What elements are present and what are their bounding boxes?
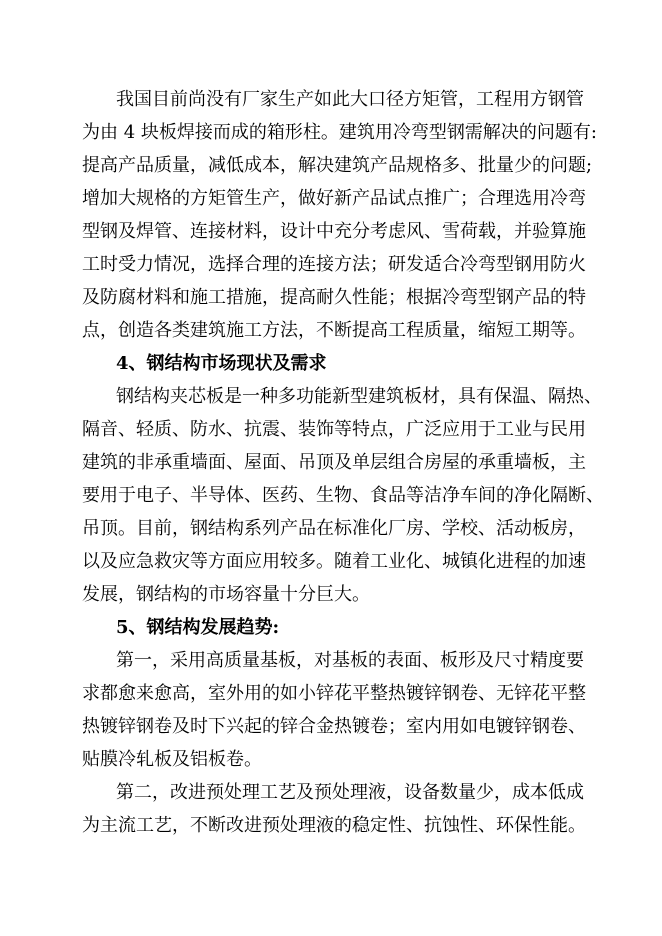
paragraph-text: 发展，钢结构的市场容量十分巨大。 [82, 584, 370, 605]
paragraph-line [0, 183, 662, 215]
paragraph-line [0, 744, 662, 776]
paragraph-text: 增加大规格的方矩管生产，做好新产品试点推广；合理选用冷弯 [82, 188, 586, 209]
paragraph-text: 第二，改进预处理工艺及预处理液，设备数量少，成本低成 [116, 782, 584, 803]
paragraph-text: 吊顶。目前，钢结构系列产品在标准化厂房、学校、活动板房， [82, 518, 586, 539]
paragraph-text: 贴膜冷轧板及铝板卷。 [82, 749, 262, 770]
paragraph-line [0, 777, 662, 809]
paragraph-line [0, 678, 662, 710]
paragraph-line [0, 216, 662, 248]
paragraph-text: 提高产品质量，减低成本，解决建筑产品规格多、批量少的问题; [82, 155, 593, 176]
paragraph-line [0, 480, 662, 512]
paragraph-text: 建筑的非承重墙面、屋面、吊顶及单层组合房屋的承重墙板，主 [82, 452, 586, 473]
paragraph-text: 以及应急救灾等方面应用较多。随着工业化、城镇化进程的加速 [82, 551, 586, 572]
paragraph-line [0, 414, 662, 446]
paragraph-text: 型钢及焊管、连接材料，设计中充分考虑风、雪荷载，并验算施 [82, 221, 586, 242]
paragraph-line [0, 645, 662, 677]
section-heading [0, 348, 662, 380]
paragraph-text: 要用于电子、半导体、医药、生物、食品等洁净车间的净化隔断、 [82, 485, 604, 506]
paragraph-line [0, 447, 662, 479]
section-heading [0, 612, 662, 644]
paragraph-text: 为主流工艺，不断改进预处理液的稳定性、抗蚀性、环保性能。 [82, 815, 586, 836]
paragraph-line [0, 711, 662, 743]
paragraph-line [0, 117, 662, 149]
paragraph-line [0, 84, 662, 116]
paragraph-line [0, 315, 662, 347]
paragraph-line [0, 282, 662, 314]
paragraph-text: 我国目前尚没有厂家生产如此大口径方矩管，工程用方钢管 [116, 89, 584, 110]
paragraph-text: 求都愈来愈高，室外用的如小锌花平整热镀锌钢卷、无锌花平整 [82, 683, 586, 704]
paragraph-text: 隔音、轻质、防水、抗震、装饰等特点，广泛应用于工业与民用 [82, 419, 586, 440]
paragraph-line [0, 150, 662, 182]
paragraph-text: 及防腐材料和施工措施，提高耐久性能；根据冷弯型钢产品的特 [82, 287, 586, 308]
paragraph-text: 第一，采用高质量基板，对基板的表面、板形及尺寸精度要 [116, 650, 584, 671]
paragraph-text: 工时受力情况，选择合理的连接方法；研发适合冷弯型钢用防火 [82, 254, 586, 275]
section-heading-text: 5、钢结构发展趋势: [116, 617, 280, 638]
paragraph-text: 钢结构夹芯板是一种多功能新型建筑板材，具有保温、隔热、 [116, 386, 602, 407]
paragraph-text: 点，创造各类建筑施工方法，不断提高工程质量，缩短工期等。 [82, 320, 586, 341]
paragraph-text: 为由 4 块板焊接而成的箱形柱。建筑用冷弯型钢需解决的问题有: [82, 122, 597, 143]
paragraph-line [0, 381, 662, 413]
paragraph-line [0, 810, 662, 842]
paragraph-line [0, 513, 662, 545]
paragraph-line [0, 546, 662, 578]
section-heading-text: 4、钢结构市场现状及需求 [116, 353, 327, 374]
paragraph-text: 热镀锌钢卷及时下兴起的锌合金热镀卷；室内用如电镀锌钢卷、 [82, 716, 586, 737]
paragraph-line [0, 249, 662, 281]
paragraph-line [0, 579, 662, 611]
